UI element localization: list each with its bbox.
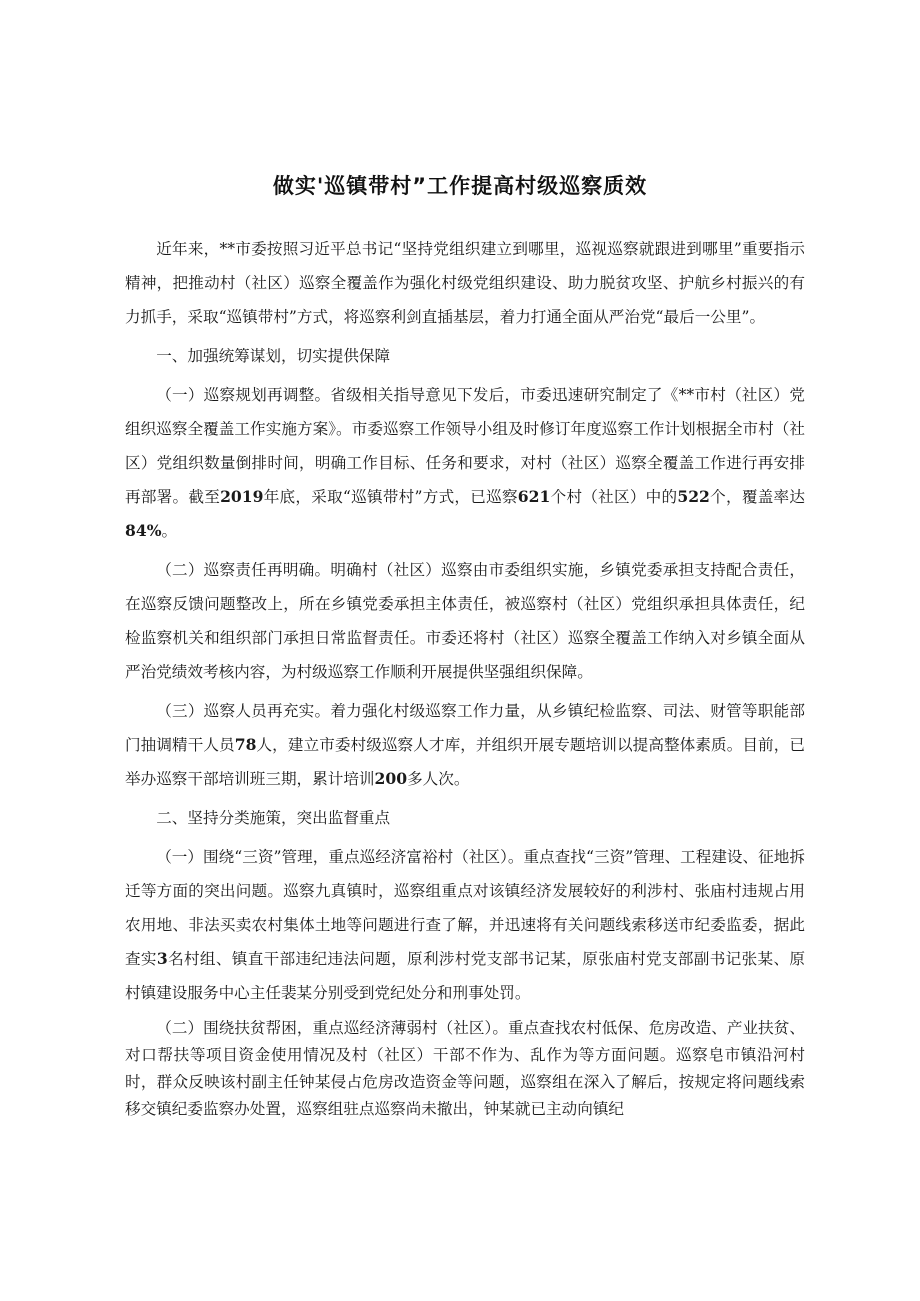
text-segment: 人，建立市委村级巡察人才库，并组织开展专题培训以提高整体素质。目前，已举办巡察干部培训班三期，累计培训 (125, 736, 805, 788)
section-2-paragraph-1 (125, 840, 805, 1010)
text-segment: 个村（社区）中的 (550, 488, 678, 506)
text-segment: 年底，采取“巡镇带村”方式，已巡察 (263, 488, 518, 506)
trained-count-value: 200 (374, 769, 408, 788)
text-segment: 个，覆盖率达 (709, 488, 805, 506)
document-title: 做实'巡镇带村”工作提高村级巡察质效 (272, 174, 648, 198)
text-segment: （三）巡察人员再充实。着力强化村级巡察工作力量，从乡镇纪检监察、司法、财管等职能部门抽调精干人员 (125, 702, 805, 754)
section-1-paragraph-3 (125, 694, 805, 796)
text-segment: （一）围绕“三资”管理，重点巡经济富裕村（社区）。重点查找“三资”管理、工程建设、征地拆迁等方面的突出问题。巡察九真镇时，巡察组重点对该镇经济发展较好的利涉村、张庙村违规占用农用地、非法买卖农村集体土地等问题进行查了解，并迅速将有关问题线索移送市纪委监委，据此查实 (125, 848, 805, 968)
text-segment: 。 (161, 522, 178, 540)
text-segment: （一）巡察规划再调整。省级相关指导意见下发后，市委迅速研究制定了《**市村（社区）党组织巡察全覆盖工作实施方案》。市委巡察工作领导小组及时修订年度巡察工作计划根据全市村（社区）党组织数量倒排时间，明确工作目标、任务和要求，对村（社区）巡察全覆盖工作进行再安排再部署。截至 (125, 386, 805, 506)
staff-count-value: 78 (234, 735, 257, 754)
total-villages-value: 621 (517, 487, 551, 506)
section-2-heading: 二、坚持分类施策，突出监督重点 (156, 809, 391, 827)
section-1-heading: 一、加强统筹谋划，切实提供保障 (156, 347, 391, 365)
section-1-paragraph-1 (125, 378, 805, 548)
year-value: 2019 (220, 487, 264, 506)
case-count-value: 3 (156, 949, 168, 968)
section-1-paragraph-2: （二）巡察责任再明确。明确村（社区）巡察由市委组织实施，乡镇党委承担支持配合责任，在巡察反馈问题整改上，所在乡镇党委承担主体责任，被巡察村（社区）党组织承担具体责任，纪检监察机关和组织部门承担日常监督责任。市委还将村（社区）巡察全覆盖工作纳入对乡镇全面从严治党绩效考核内容，为村级巡察工作顺利开展提供坚强组织保障。 (125, 561, 805, 681)
text-segment: 名村组、镇直干部违纪违法问题，原利涉村党支部书记某，原张庙村党支部副书记张某、原村镇建设服务中心主任裴某分别受到党纪处分和刑事处罚。 (125, 950, 805, 1002)
intro-paragraph: 近年来，**市委按照习近平总书记“坚持党组织建立到哪里，巡视巡察就跟进到哪里”重要指示精神，把推动村（社区）巡察全覆盖作为强化村级党组织建设、助力脱贫攻坚、护航乡村振兴的有力抓手，采取“巡镇带村”方式，将巡察利剑直插基层，着力打通全面从严治党“最后一公里”。 (125, 240, 805, 326)
inspected-villages-value: 522 (677, 487, 710, 506)
text-segment: 多人次。 (407, 770, 470, 788)
section-2-paragraph-2: （二）围绕扶贫帮困，重点巡经济薄弱村（社区）。重点查找农村低保、危房改造、产业扶贫、对口帮扶等项目资金使用情况及村（社区）干部不作为、乱作为等方面问题。巡察皂市镇沿河村时，群众反映该村副主任钟某侵占危房改造资金等问题，巡察组在深入了解后，按规定将问题线索移交镇纪委监察办处置，巡察组驻点巡察尚未撤出，钟某就已主动向镇纪 (125, 1019, 805, 1118)
coverage-rate-value: 84% (125, 521, 162, 540)
document-body (125, 232, 805, 1128)
